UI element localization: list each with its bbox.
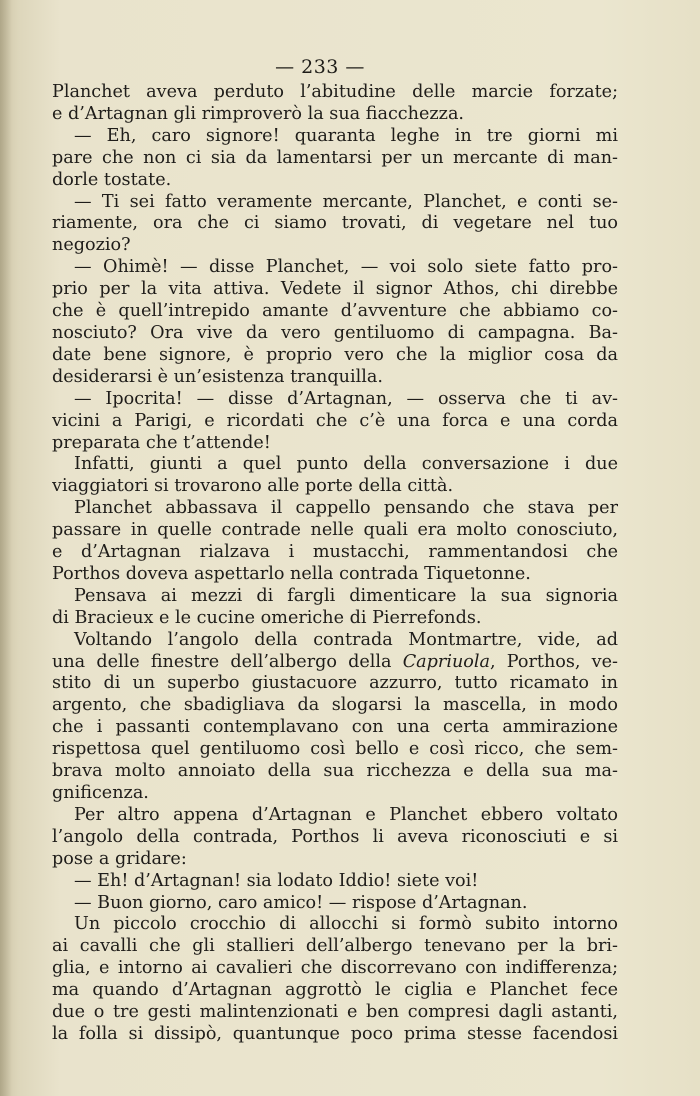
text-line: — Eh, caro signore! quaranta leghe in tre giorni mi	[74, 125, 618, 146]
text-line: — Eh! d’Artagnan! sia lodato Iddio! siete voi!	[74, 870, 479, 891]
text-line: Planchet aveva perduto l’abitudine delle marcie forzate;	[52, 82, 618, 102]
text-line: e d’Artagnan gli rimproverò la sua fiacchezza.	[52, 103, 465, 124]
text-line: di Bracieux e le cucine omeriche di Pierrefonds.	[52, 607, 482, 628]
text-line: desiderarsi è un’esistenza tranquilla.	[52, 366, 383, 387]
text-line: argento, che sbadigliava da slogarsi la mascella, in modo	[52, 695, 618, 716]
text-line: — Ipocrita! — disse d’Artagnan, — osserva che ti av-	[74, 388, 618, 409]
text-line: l’angolo della contrada, Porthos li aveva riconosciuti e si	[52, 826, 618, 847]
text-line: una delle finestre dell’albergo della Capriuola, Porthos, ve-	[52, 651, 618, 672]
text-line: Infatti, giunti a quel punto della conversazione i due	[74, 454, 618, 475]
text-line: che i passanti contemplavano con una certa ammirazione	[52, 717, 618, 738]
text-line: Planchet abbassava il cappello pensando che stava per	[74, 498, 618, 519]
text-line: gnificenza.	[52, 783, 149, 803]
text-line: brava molto annoiato della sua ricchezza e della sua ma-	[52, 761, 618, 782]
text-line: e d’Artagnan rialzava i mustacchi, rammentandosi che	[52, 542, 618, 563]
text-line: passare in quelle contrade nelle quali era molto conosciuto,	[52, 520, 618, 541]
spine-shadow	[0, 0, 12, 1096]
text-line: ai cavalli che gli stallieri dell’albergo tenevano per la bri-	[52, 936, 618, 957]
text-line: pose a gridare:	[52, 848, 187, 869]
text-line: dorle tostate.	[52, 169, 172, 190]
text-line: riamente, ora che ci siamo trovati, di vegetare nel tuo	[52, 213, 618, 234]
text-line: — Buon giorno, caro amico! — rispose d’Artagnan.	[74, 892, 528, 913]
text-line: negozio?	[52, 235, 131, 256]
text-line: date bene signore, è proprio vero che la miglior cosa da	[52, 344, 618, 365]
text-line: la folla si dissipò, quantunque poco prima stesse facendosi	[52, 1023, 618, 1044]
text-line: Porthos doveva aspettarlo nella contrada Tiquetonne.	[52, 563, 531, 584]
text-line: Pensava ai mezzi di fargli dimenticare la sua signoria	[74, 585, 618, 606]
text-line: — Ti sei fatto veramente mercante, Planchet, e conti se-	[74, 191, 618, 212]
text-line: prio per la vita attiva. Vedete il signor Athos, chi direbbe	[52, 279, 618, 300]
text-line: ma quando d’Artagnan aggrottò le ciglia e Planchet fece	[52, 980, 618, 1001]
italic-title: Capriuola	[402, 651, 491, 672]
text-line: viaggiatori si trovarono alle porte della città.	[52, 476, 454, 497]
text-line: Un piccolo crocchio di allocchi si formò subito intorno	[74, 914, 618, 935]
text-line: preparata che t’attende!	[52, 432, 271, 453]
text-line: che è quell’intrepido amante d’avventure che abbiamo co-	[52, 301, 618, 322]
body-text	[52, 82, 618, 1046]
text-line: glia, e intorno ai cavalieri che discorrevano con indifferenza;	[52, 958, 618, 979]
text-line: rispettosa quel gentiluomo così bello e così ricco, che sem-	[52, 739, 618, 760]
text-line: nosciuto? Ora vive da vero gentiluomo di campagna. Ba-	[52, 322, 618, 343]
page-number: — 233 —	[275, 56, 365, 78]
text-line: stito di un superbo giustacuore azzurro, tutto ricamato in	[52, 673, 618, 694]
text-line: Per altro appena d’Artagnan e Planchet ebbero voltato	[74, 804, 618, 825]
text-line: due o tre gesti malintenzionati e ben compresi dagli astanti,	[52, 1002, 618, 1023]
text-line: pare che non ci sia da lamentarsi per un mercante di man-	[52, 147, 618, 168]
text-line: vicini a Parigi, e ricordati che c’è una forca e una corda	[52, 410, 618, 431]
text-line: — Ohimè! — disse Planchet, — voi solo siete fatto pro-	[74, 257, 618, 278]
text-line: Voltando l’angolo della contrada Montmartre, vide, ad	[74, 629, 618, 650]
